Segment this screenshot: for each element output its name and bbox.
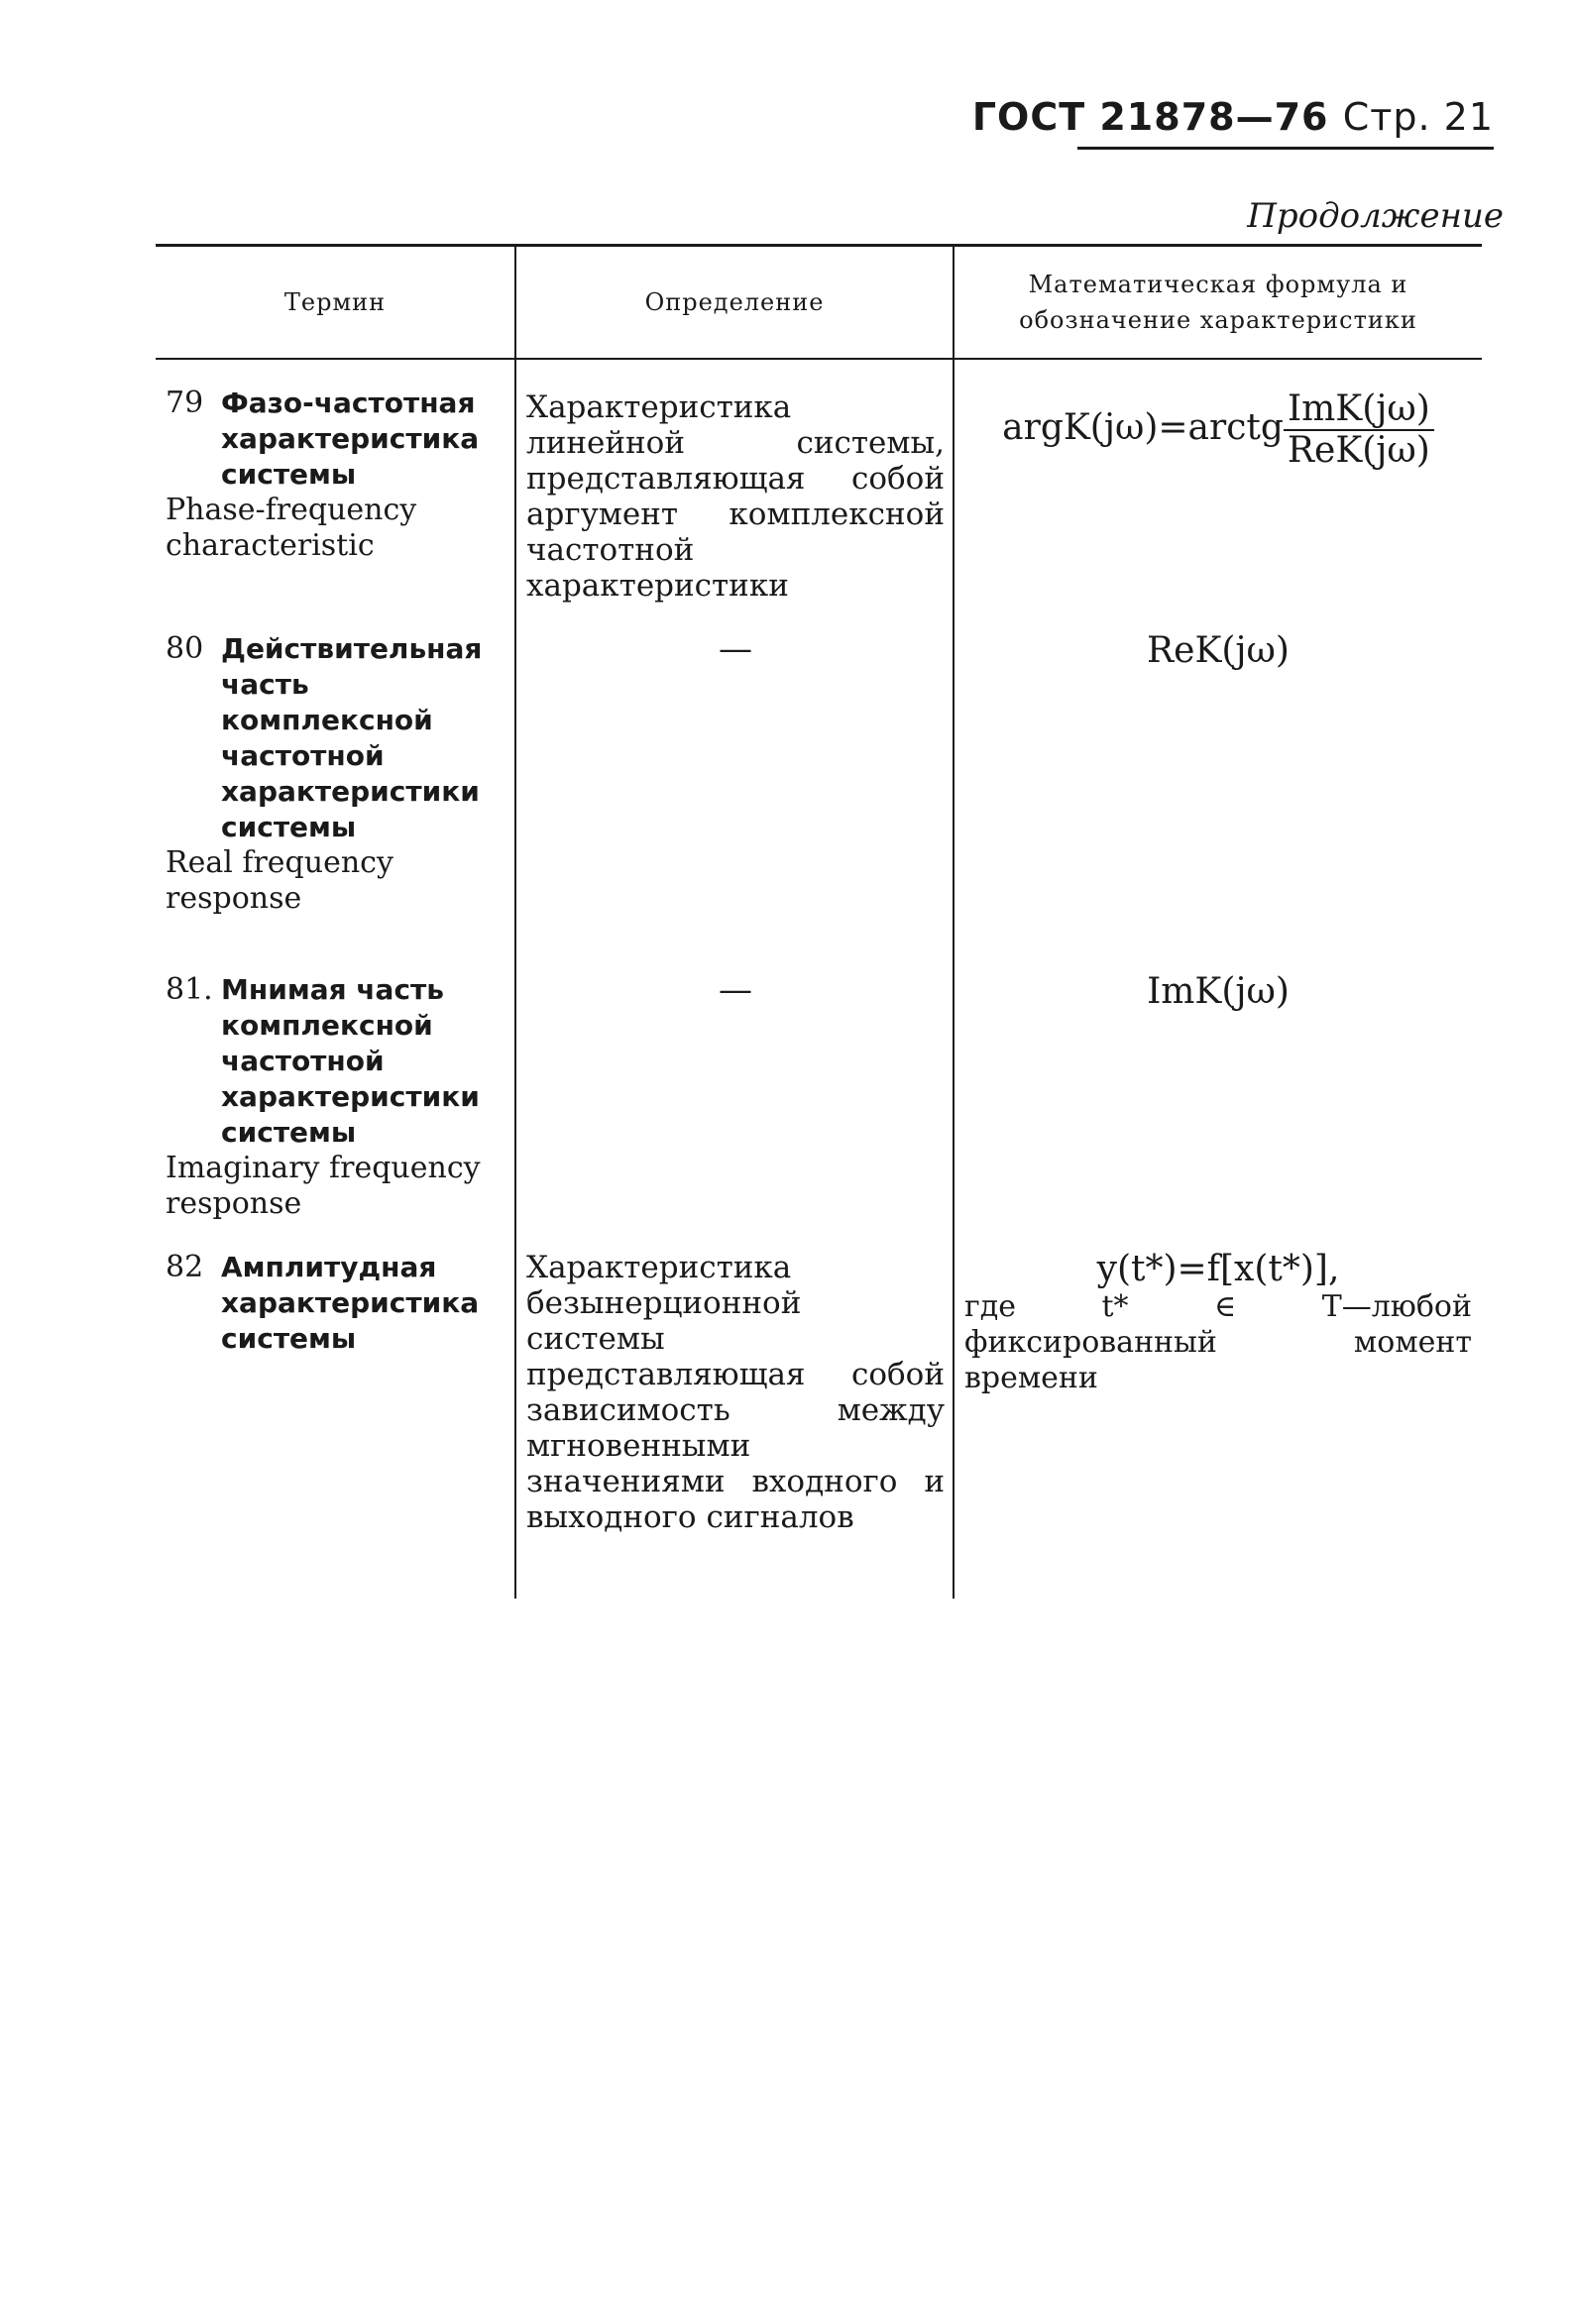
- term-entry-79: [156, 386, 514, 600]
- column-header-term: Термин: [283, 288, 387, 316]
- term-number: 82: [166, 1250, 204, 1284]
- term-russian: Мнимая часть комплексной частотной характеристики системы: [221, 973, 480, 1149]
- fraction-numerator: ImK(jω): [1284, 389, 1434, 431]
- term-number: 79: [166, 386, 204, 420]
- term-number: 81.: [166, 972, 213, 1007]
- formula-82-block: [955, 1250, 1482, 1396]
- term-column: [156, 360, 514, 1599]
- fraction-denominator: ReK(jω): [1287, 430, 1430, 471]
- term-russian: Фазо-частотная характеристика системы: [221, 387, 480, 491]
- page-number: Стр. 21: [1342, 95, 1494, 139]
- terms-table: [156, 244, 1482, 1599]
- formula-79: [955, 389, 1482, 600]
- term-russian: Действительная часть комплексной частотной характеристики системы: [221, 632, 483, 843]
- formula-column: [955, 360, 1482, 1599]
- definition-80: —: [719, 629, 752, 669]
- formula-80: ReK(jω): [1147, 630, 1290, 671]
- continuation-label: Продолжение: [1247, 196, 1504, 236]
- definition-column: [514, 360, 955, 1599]
- formula-82: y(t*)=f[x(t*)],: [1096, 1249, 1340, 1289]
- definition-79: Характеристика линейной системы, представляющая собой аргумент комплексной частотной характеристики: [526, 389, 945, 604]
- document-code: ГОСТ 21878—76: [971, 95, 1329, 139]
- term-english: Real frequency response: [166, 845, 393, 916]
- formula-81: ImK(jω): [1147, 971, 1290, 1012]
- term-number: 80: [166, 631, 204, 666]
- definition-81: —: [719, 970, 752, 1010]
- term-entry-80: [156, 631, 514, 933]
- column-header-formula: Математическая формула и обозначение характеристики: [1019, 271, 1417, 334]
- formula-lhs: argK(jω)=arctg: [1002, 407, 1284, 448]
- table-body: [156, 360, 1482, 1599]
- page-header: [972, 95, 1494, 150]
- header-underline: [1077, 147, 1494, 150]
- term-entry-82: [156, 1250, 514, 1357]
- term-entry-81: [156, 972, 514, 1230]
- term-english: Phase-frequency characteristic: [166, 493, 417, 563]
- table-header-row: [156, 247, 1482, 358]
- definition-82: Характеристика безынерционной системы представляющая собой зависимость между мгновенными значениями входного и выходного сигналов: [526, 1250, 945, 1535]
- term-english: Imaginary frequency response: [166, 1151, 481, 1221]
- formula-fraction: [1284, 389, 1434, 471]
- formula-note: где t* ∈ T—любой фиксированный момент времени: [964, 1289, 1472, 1395]
- term-russian: Амплитудная характеристика системы: [221, 1251, 480, 1355]
- column-header-definition: Определение: [514, 247, 955, 358]
